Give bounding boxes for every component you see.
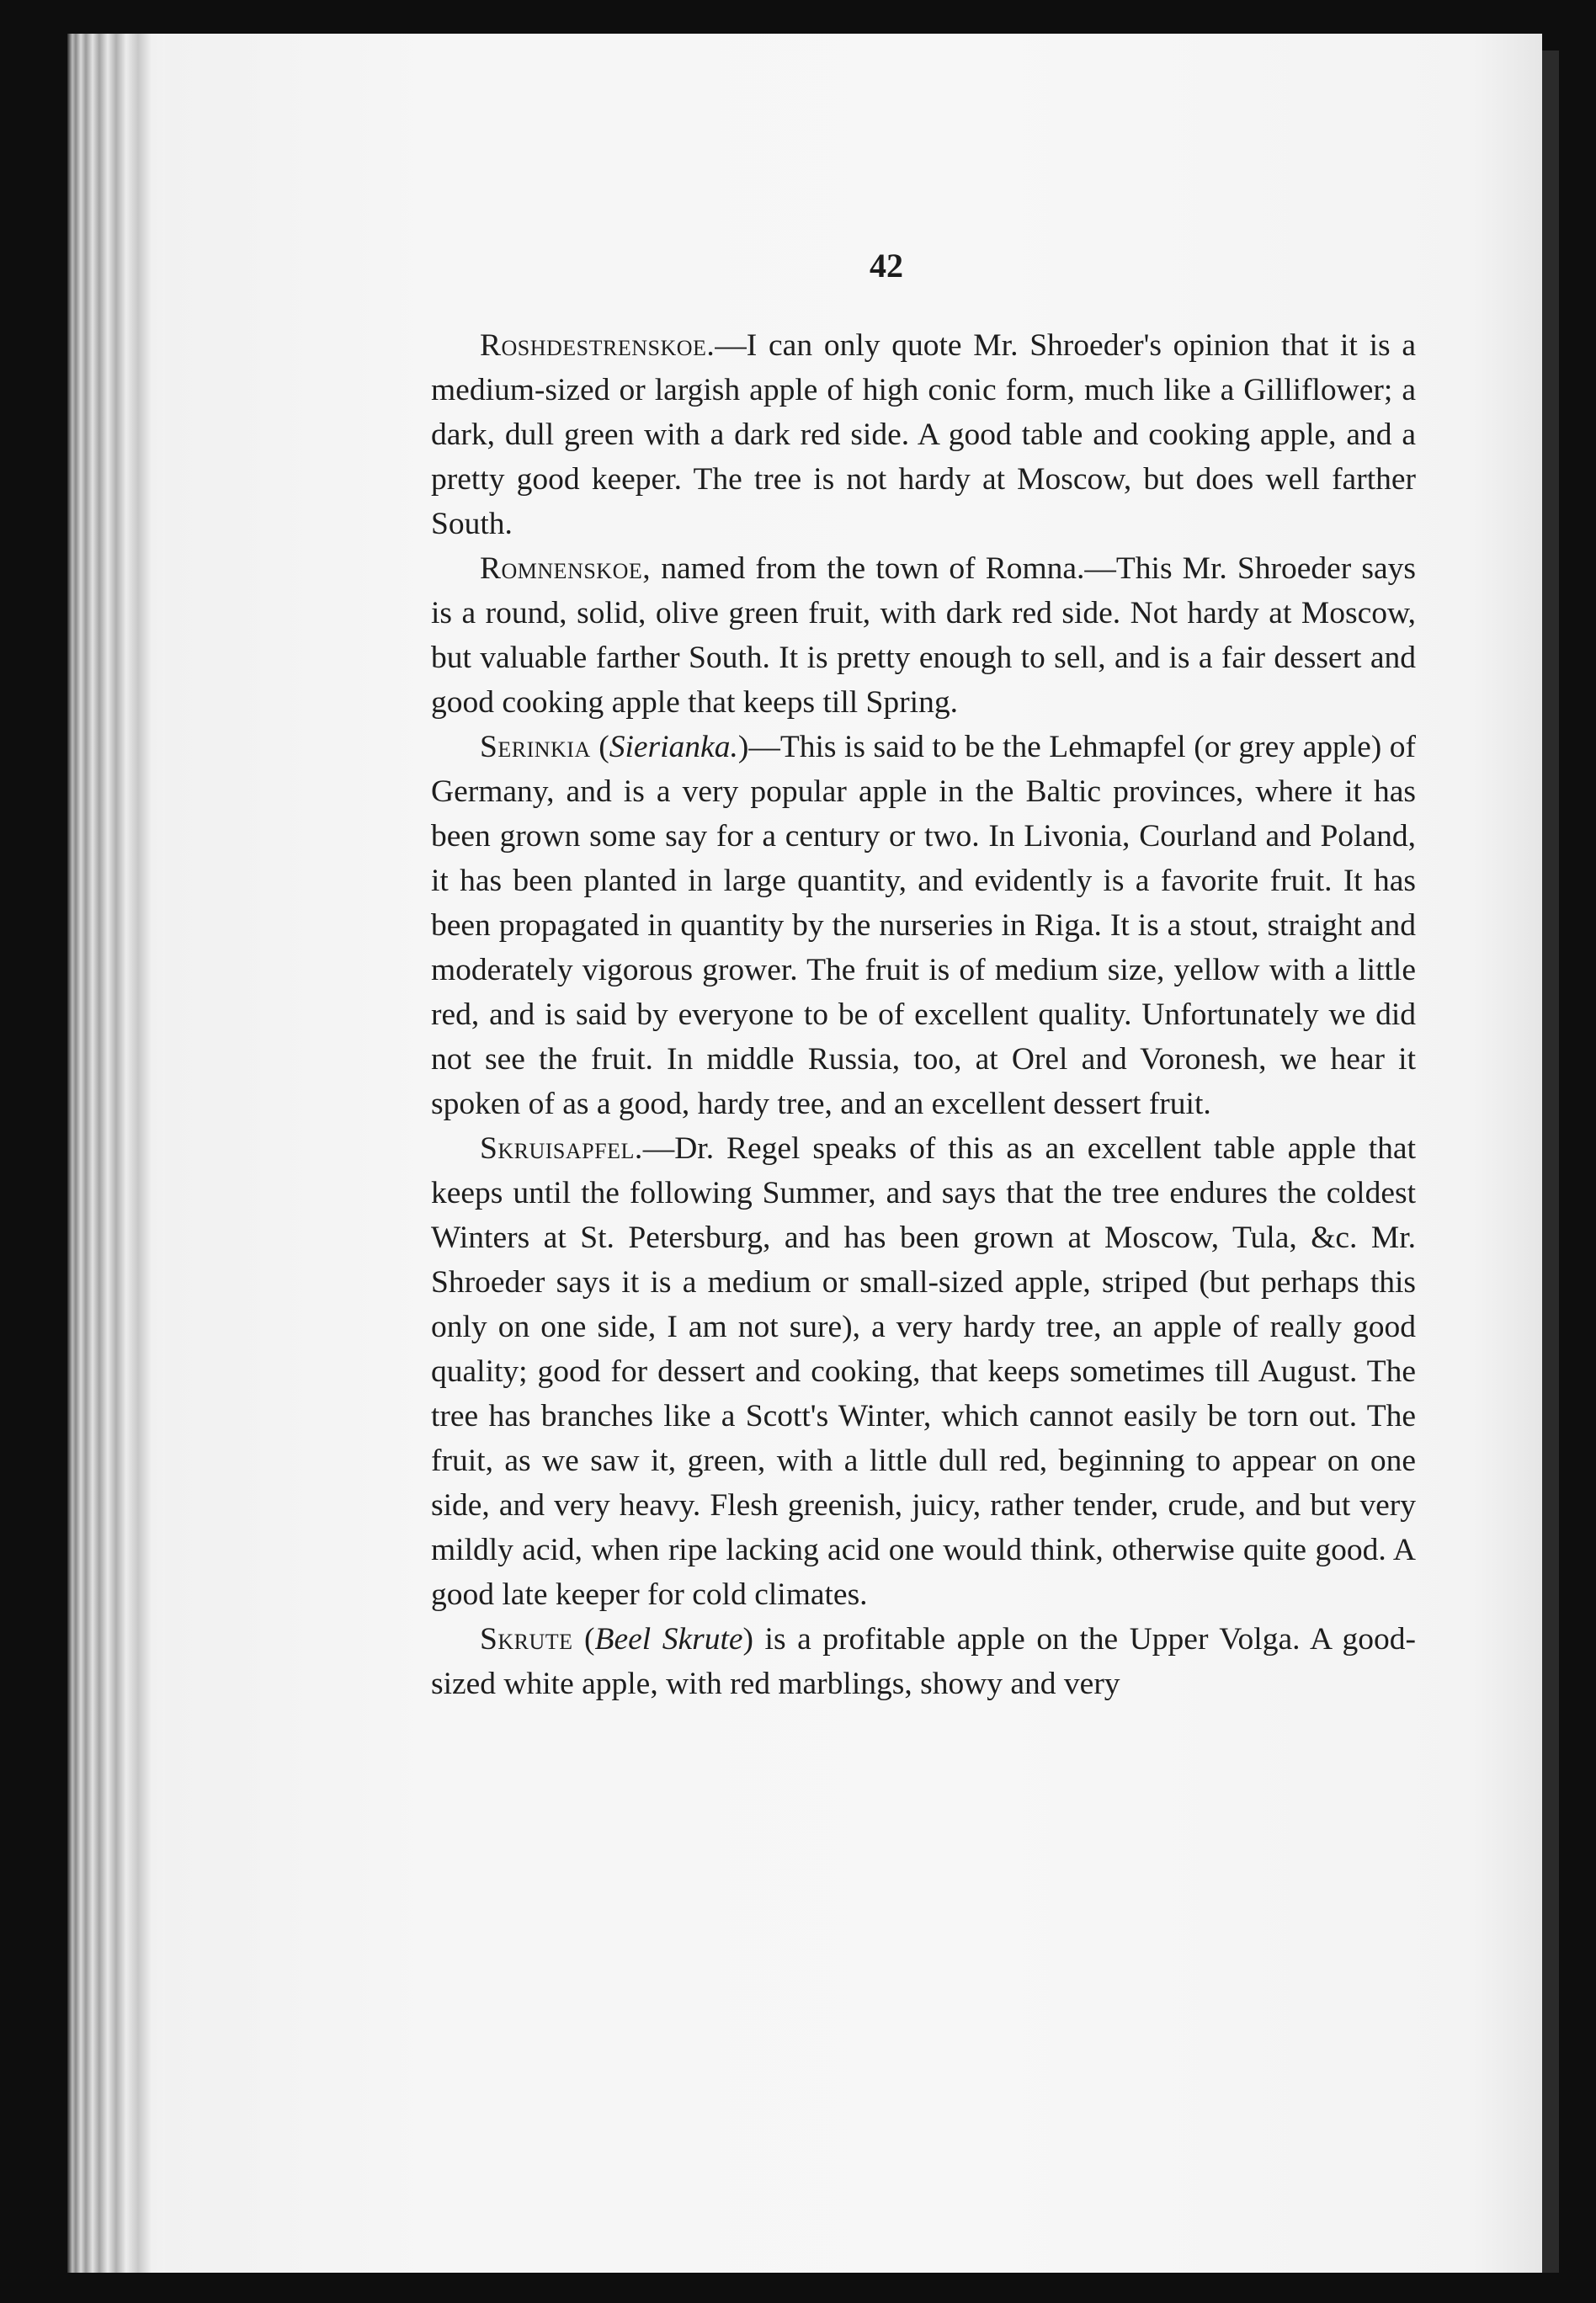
- entry-heading: Skruisapfel.: [480, 1131, 643, 1166]
- entry-paren-open: (: [590, 730, 609, 764]
- entry-paren-open: (: [572, 1622, 595, 1657]
- entry-text: —I can only quote Mr. Shroeder's opinion that it is a medium-sized or largish apple of high conic form, much like a Gilliflower; a dark, dull green with a dark red side. A good table and cooking apple, and a pretty good keeper. The tree is not hardy at Moscow, but does well farther South.: [431, 328, 1416, 541]
- page-number: 42: [870, 247, 903, 285]
- body-text: [431, 323, 1416, 1706]
- binding-shadow: [1542, 51, 1559, 2273]
- entry-text: named from the town of Romna.—This Mr. Shroeder says is a round, solid, olive green fruit, with dark red side. Not hardy at Moscow, but valuable farther South. It is pretty enough to sell, and is a fair dessert and good cooking apple that keeps till Spring.: [431, 551, 1416, 720]
- entry-skrute: [431, 1617, 1416, 1706]
- entry-alt-name: Beel Skrute: [594, 1622, 743, 1657]
- entry-text: ) is a profitable apple on the Upper Volga. A good-sized white apple, with red marblings, showy and very: [431, 1622, 1416, 1701]
- entry-text: —Dr. Regel speaks of this as an excellent table apple that keeps until the following Summer, and says that the tree endures the coldest Winters at St. Petersburg, and has been grown at Moscow, Tula, &c. Mr. Shroeder says it is a medium or small-sized apple, striped (but perhaps this only on one side, I am not sure), a very hardy tree, an apple of really good quality; good for dessert and cooking, that keeps sometimes till August. The tree has branches like a Scott's Winter, which cannot easily be torn out. The fruit, as we saw it, green, with a little dull red, beginning to appear on one side, and very heavy. Flesh greenish, juicy, rather tender, crude, and but very mildly acid, when ripe lacking acid one would think, otherwise quite good. A good late keeper for cold climates.: [431, 1131, 1416, 1612]
- entry-serinkia: [431, 725, 1416, 1126]
- entry-skruisapfel: [431, 1126, 1416, 1617]
- entry-text: )—This is said to be the Lehmapfel (or grey apple) of Germany, and is a very popular apple in the Baltic provinces, where it has been grown some say for a century or two. In Livonia, Courland and Poland, it has been planted in large quantity, and evidently is a favorite fruit. It has been propagated in quantity by the nurseries in Riga. It is a stout, straight and moderately vigorous grower. The fruit is of medium size, yellow with a little red, and is said by everyone to be of excellent quality. Unfortunately we did not see the fruit. In middle Russia, too, at Orel and Voronesh, we hear it spoken of as a good, hardy tree, and an excellent dessert fruit.: [431, 730, 1416, 1121]
- entry-roshdestrenskoe: [431, 323, 1416, 546]
- entry-alt-name: Sierianka.: [609, 730, 738, 764]
- entry-romnenskoe: [431, 546, 1416, 725]
- entry-heading: Serinkia: [480, 730, 591, 764]
- page-edges-stack: [67, 34, 168, 2273]
- entry-heading: Skrute: [480, 1622, 573, 1657]
- entry-heading: Romnenskoe,: [480, 551, 652, 586]
- entry-heading: Roshdestrenskoe.: [480, 328, 716, 363]
